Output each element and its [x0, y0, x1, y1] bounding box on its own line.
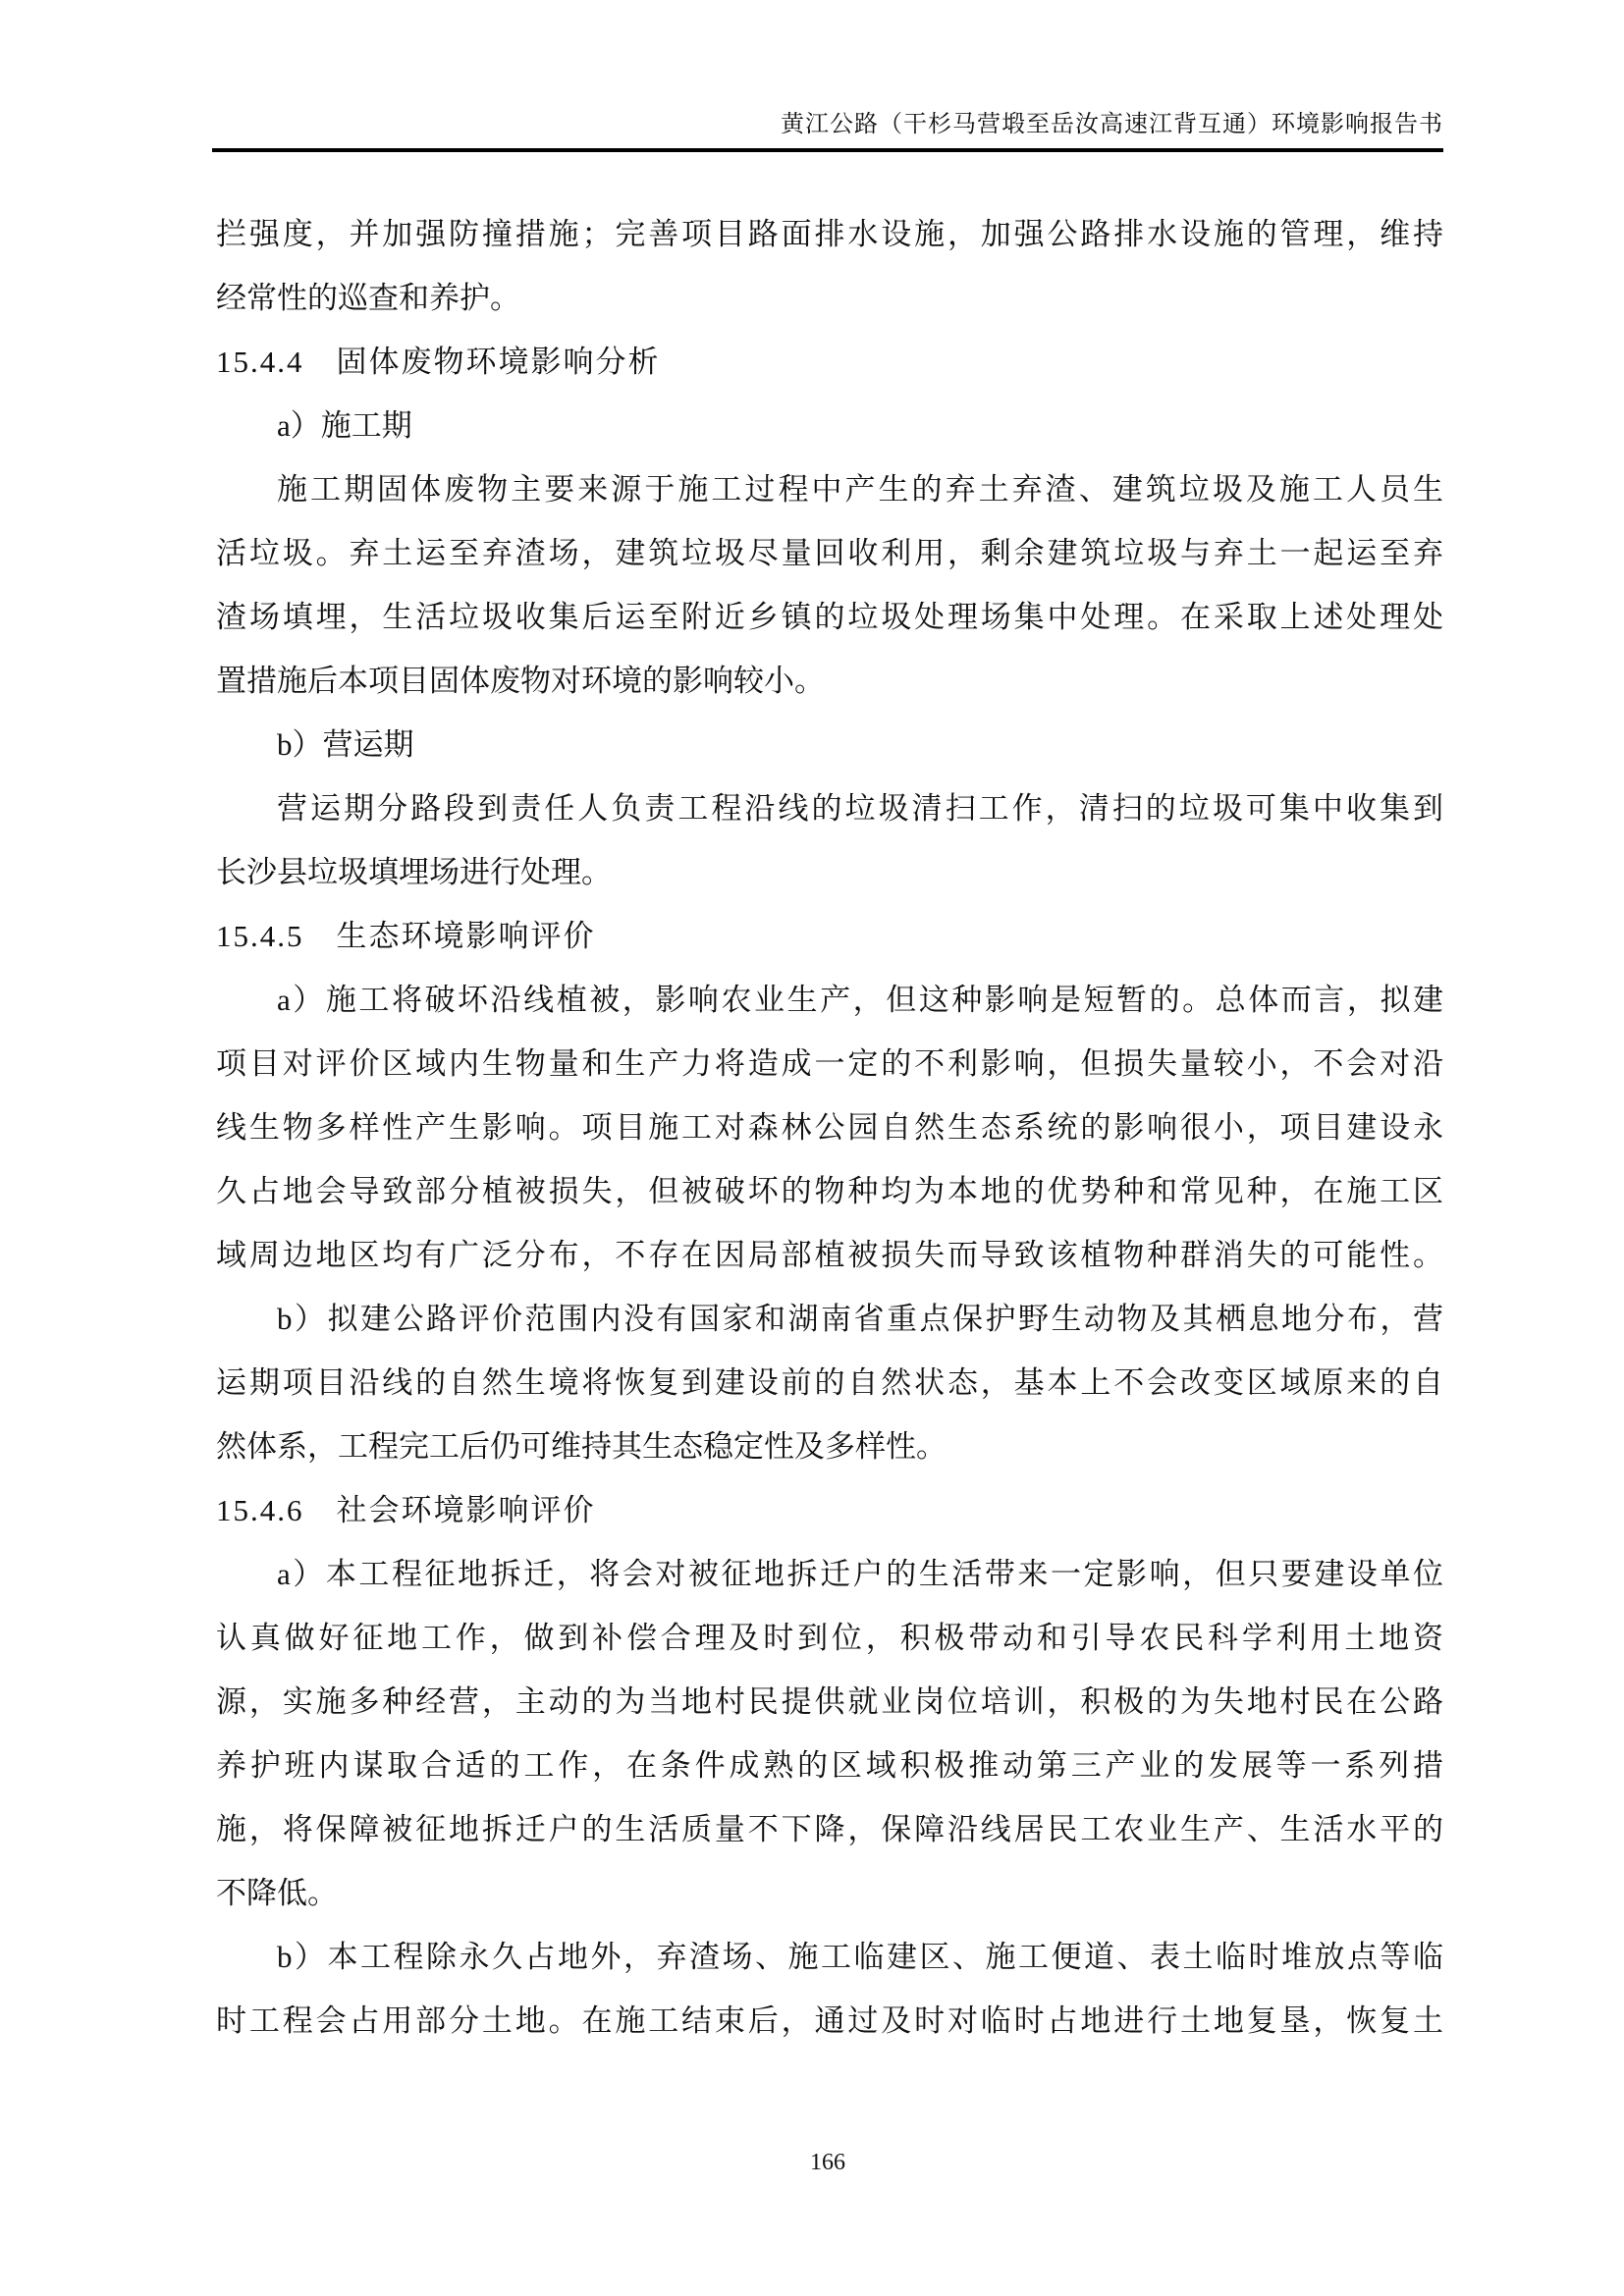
text-line: 拦强度，并加强防撞措施；完善项目路面排水设施，加强公路排水设施的管理，维持	[216, 217, 1443, 251]
page-number: 166	[810, 2150, 845, 2175]
text-line: 久占地会导致部分植被损失，但被破坏的物种均为本地的优势种和常见种，在施工区	[216, 1174, 1443, 1208]
text-line: a）施工将破坏沿线植被，影响农业生产，但这种影响是短暂的。总体而言，拟建	[277, 983, 1443, 1017]
section-heading: 15.4.6 社会环境影响评价	[216, 1493, 596, 1527]
document-body	[216, 202, 1443, 2053]
text-line: a）本工程征地拆迁，将会对被征地拆迁户的生活带来一定影响，但只要建设单位	[277, 1557, 1443, 1591]
text-line: 源，实施多种经营，主动的为当地村民提供就业岗位培训，积极的为失地村民在公路	[216, 1684, 1443, 1719]
text-line: 域周边地区均有广泛分布，不存在因局部植被损失而导致该植物种群消失的可能性。	[216, 1238, 1443, 1272]
text-line: 运期项目沿线的自然生境将恢复到建设前的自然状态，基本上不会改变区域原来的自	[216, 1365, 1443, 1400]
page-footer	[212, 2148, 1443, 2177]
text-line: 项目对评价区域内生物量和生产力将造成一定的不利影响，但损失量较小，不会对沿	[216, 1046, 1443, 1081]
section-heading: 15.4.5 生态环境影响评价	[216, 919, 596, 953]
text-line: 长沙县垃圾填埋场进行处理。	[216, 855, 612, 889]
text-line: b）拟建公路评价范围内没有国家和湖南省重点保护野生动物及其栖息地分布，营	[277, 1302, 1443, 1336]
text-line: a）施工期	[277, 408, 412, 443]
text-line: 施工期固体废物主要来源于施工过程中产生的弃土弃渣、建筑垃圾及施工人员生	[277, 472, 1443, 507]
text-line: b）本工程除永久占地外，弃渣场、施工临建区、施工便道、表土临时堆放点等临	[277, 1940, 1443, 1974]
text-line: 经常性的巡查和养护。	[216, 281, 520, 315]
text-line: 养护班内谋取合适的工作，在条件成熟的区域积极推动第三产业的发展等一系列措	[216, 1748, 1443, 1783]
text-line: 认真做好征地工作，做到补偿合理及时到位，积极带动和引导农民科学利用土地资	[216, 1621, 1443, 1655]
header-rule	[212, 148, 1443, 152]
text-line: 活垃圾。弃土运至弃渣场，建筑垃圾尽量回收利用，剩余建筑垃圾与弃土一起运至弃	[216, 536, 1443, 570]
text-line: 营运期分路段到责任人负责工程沿线的垃圾清扫工作，清扫的垃圾可集中收集到	[277, 791, 1443, 826]
text-line: 线生物多样性产生影响。项目施工对森林公园自然生态系统的影响很小，项目建设永	[216, 1110, 1443, 1145]
text-line: 施，将保障被征地拆迁户的生活质量不下降，保障沿线居民工农业生产、生活水平的	[216, 1812, 1443, 1846]
text-line: b）营运期	[277, 727, 414, 762]
text-line: 然体系，工程完工后仍可维持其生态稳定性及多样性。	[216, 1429, 947, 1464]
header-title: 黄江公路（干杉马营塅至岳汝高速江背互通）环境影响报告书	[781, 112, 1443, 137]
text-line: 时工程会占用部分土地。在施工结束后，通过及时对临时占地进行土地复垦，恢复土	[216, 2003, 1443, 2038]
text-line: 置措施后本项目固体废物对环境的影响较小。	[216, 664, 825, 698]
text-line: 不降低。	[216, 1876, 338, 1910]
section-heading: 15.4.4 固体废物环境影响分析	[216, 345, 661, 379]
text-line: 渣场填埋，生活垃圾收集后运至附近乡镇的垃圾处理场集中处理。在采取上述处理处	[216, 600, 1443, 634]
